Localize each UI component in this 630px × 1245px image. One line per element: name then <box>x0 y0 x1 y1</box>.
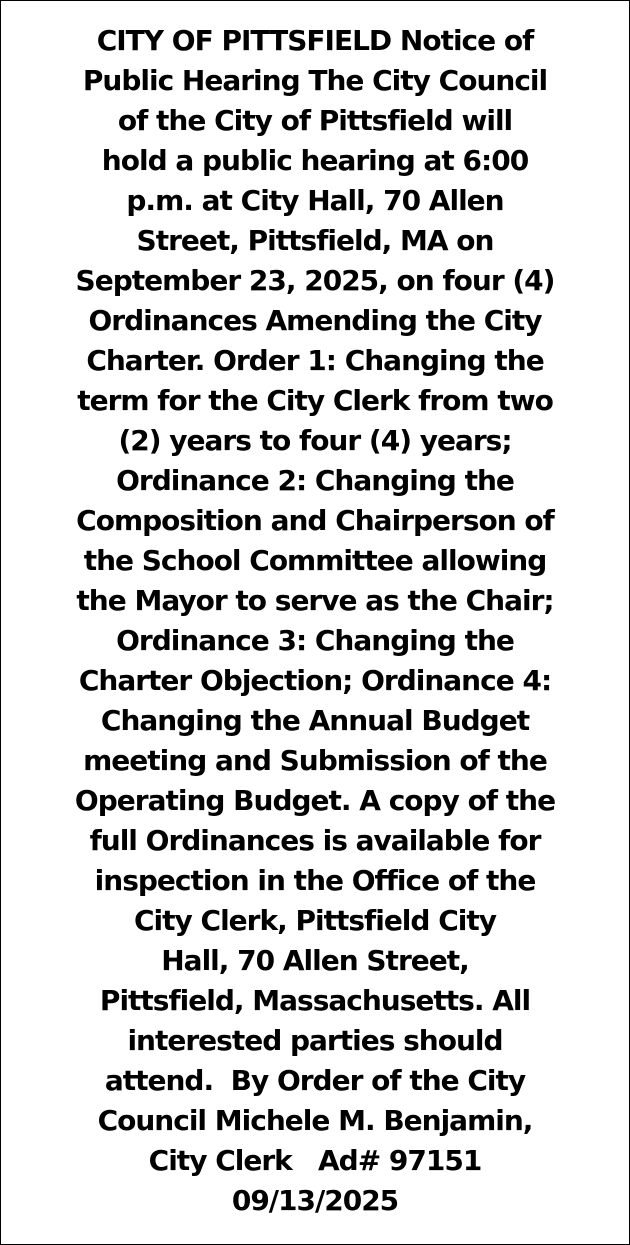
notice-line-29: City Clerk Ad# 97151 <box>148 1144 482 1177</box>
notice-line-27: attend. By Order of the City <box>104 1064 526 1097</box>
notice-line-2: Public Hearing The City Council <box>82 64 548 97</box>
notice-line-26: interested parties should <box>127 1024 503 1057</box>
notice-line-12: Ordinance 2: Changing the <box>116 464 514 497</box>
notice-line-21: full Ordinances is available for <box>89 824 541 857</box>
notice-line-15: the Mayor to serve as the Chair; <box>76 584 554 617</box>
notice-line-25: Pittsfield, Massachusetts. All <box>99 984 531 1017</box>
notice-line-14: the School Committee allowing <box>83 544 547 577</box>
notice-line-30: 09/13/2025 <box>231 1184 399 1217</box>
notice-line-10: term for the City Clerk from two <box>77 384 553 417</box>
notice-line-5: p.m. at City Hall, 70 Allen <box>126 184 504 217</box>
notice-line-22: inspection in the Office of the <box>94 864 536 897</box>
notice-line-4: hold a public hearing at 6:00 <box>101 144 529 177</box>
notice-line-23: City Clerk, Pittsfield City <box>134 904 496 937</box>
notice-line-18: Changing the Annual Budget <box>100 704 530 737</box>
notice-line-16: Ordinance 3: Changing the <box>116 624 514 657</box>
notice-line-11: (2) years to four (4) years; <box>118 424 512 457</box>
notice-line-9: Charter. Order 1: Changing the <box>86 344 544 377</box>
notice-line-28: Council Michele M. Benjamin, <box>97 1104 533 1137</box>
notice-line-13: Composition and Chairperson of <box>76 504 554 537</box>
notice-line-20: Operating Budget. A copy of the <box>74 784 556 817</box>
notice-line-6: Street, Pittsfield, MA on <box>136 224 494 257</box>
notice-line-19: meeting and Submission of the <box>83 744 547 777</box>
notice-line-3: of the City of Pittsfield will <box>117 104 513 137</box>
notice-line-1: CITY OF PITTSFIELD Notice of <box>96 24 534 57</box>
notice-text <box>17 21 613 1221</box>
notice-line-8: Ordinances Amending the City <box>88 304 542 337</box>
notice-line-7: September 23, 2025, on four (4) <box>75 264 555 297</box>
notice-line-17: Charter Objection; Ordinance 4: <box>78 664 552 697</box>
notice-line-24: Hall, 70 Allen Street, <box>161 944 469 977</box>
